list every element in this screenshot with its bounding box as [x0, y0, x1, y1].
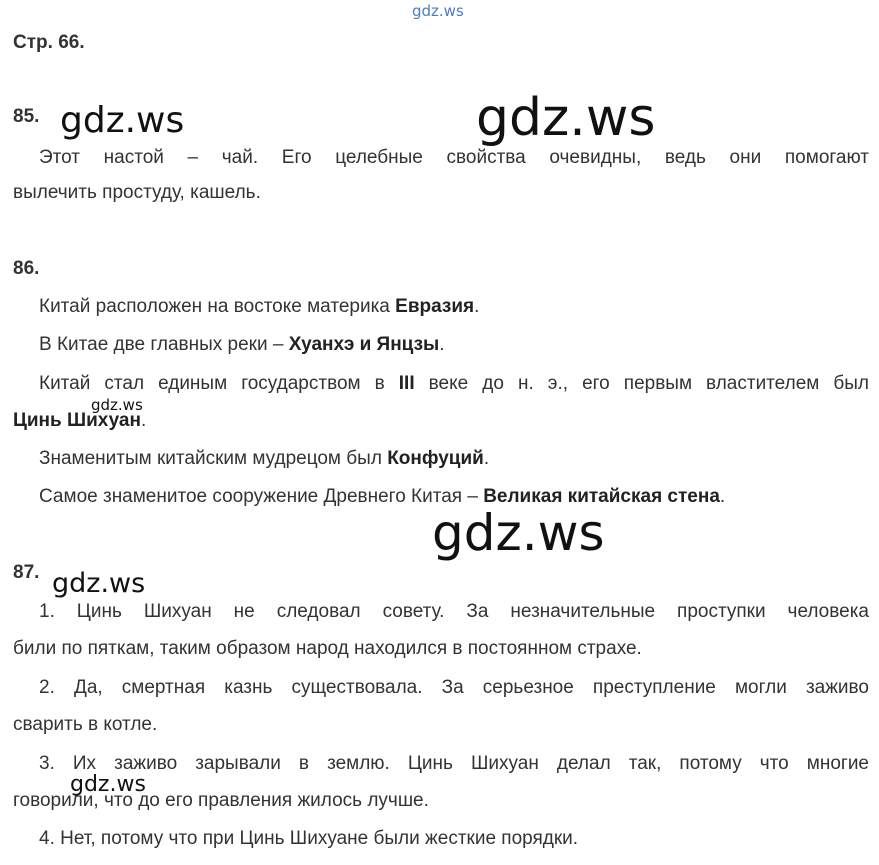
p2-bold: Хуанхэ и Янцзы — [288, 334, 440, 355]
section-85-line-1: Этот настой – чай. Его целебные свойства очевидны, ведь они помогают — [39, 147, 869, 168]
section-86-paragraph-3-line-2 — [13, 410, 146, 432]
p1-text: Китай расположен на востоке материка — [39, 296, 396, 317]
section-85-line-2: вылечить простуду, кашель. — [13, 182, 261, 203]
section-86-paragraph-2 — [39, 334, 445, 356]
p5-bold: Великая китайская стена — [483, 486, 720, 507]
section-86-paragraph-1 — [39, 296, 479, 318]
page-label: Стр. 66. — [13, 32, 85, 53]
watermark-small-1: gdz.ws — [91, 396, 143, 414]
section-86-paragraph-3-line-1 — [39, 372, 869, 395]
section-87-answer-3-line-1: 3. Их заживо зарывали в землю. Цинь Шихуан делал так, потому что многие — [39, 753, 869, 774]
p3-bold: III — [398, 373, 415, 394]
section-87-answer-2-line-2: сварить в котле. — [13, 714, 158, 735]
p5-end: . — [719, 486, 726, 507]
watermark-medium-3: gdz.ws — [70, 772, 146, 797]
section-86-paragraph-5 — [39, 486, 725, 508]
p4-text: Знаменитым китайским мудрецом был — [39, 448, 388, 469]
section-87-answer-1-line-2: били по пяткам, таким образом народ находился в постоянном страхе. — [13, 638, 642, 659]
p1-end: . — [474, 296, 480, 317]
section-86-paragraph-4 — [39, 448, 489, 470]
p3-line2-bold: Цинь Шихуан — [13, 410, 141, 431]
p3-text-a: Китай стал единым государством в — [39, 373, 399, 394]
p3-line2-end: . — [140, 410, 147, 431]
section-87-answer-2-line-1: 2. Да, смертная казнь существовала. За серьезное преступление могли заживо — [39, 677, 869, 698]
p4-bold: Конфуций — [387, 448, 484, 469]
p4-end: . — [483, 448, 490, 469]
watermark-medium-1: gdz.ws — [60, 100, 185, 141]
p3-text-b: веке до н. э., его первым властителем был — [414, 373, 869, 394]
p2-text: В Китае две главных реки – — [39, 334, 289, 355]
watermark-large-1: gdz.ws — [476, 88, 656, 148]
watermark-large-2: gdz.ws — [432, 504, 605, 562]
section-87-answer-1-line-1: 1. Цинь Шихуан не следовал совету. За незначительные проступки человека — [39, 601, 869, 622]
p1-bold: Евразия — [395, 296, 475, 317]
watermark-medium-2: gdz.ws — [52, 568, 146, 599]
section-87-answer-3-line-2: говорили, что до его правления жилось лучше. — [13, 790, 429, 811]
section-85-number: 85. — [13, 106, 40, 127]
section-87-answer-4: 4. Нет, потому что при Цинь Шихуане были жесткие порядки. — [39, 828, 579, 849]
watermark-top: gdz.ws — [412, 2, 464, 20]
p5-text: Самое знаменитое сооружение Древнего Китая – — [39, 486, 484, 507]
section-87-number: 87. — [13, 562, 40, 583]
p2-end: . — [439, 334, 445, 355]
section-86-number: 86. — [13, 258, 40, 279]
